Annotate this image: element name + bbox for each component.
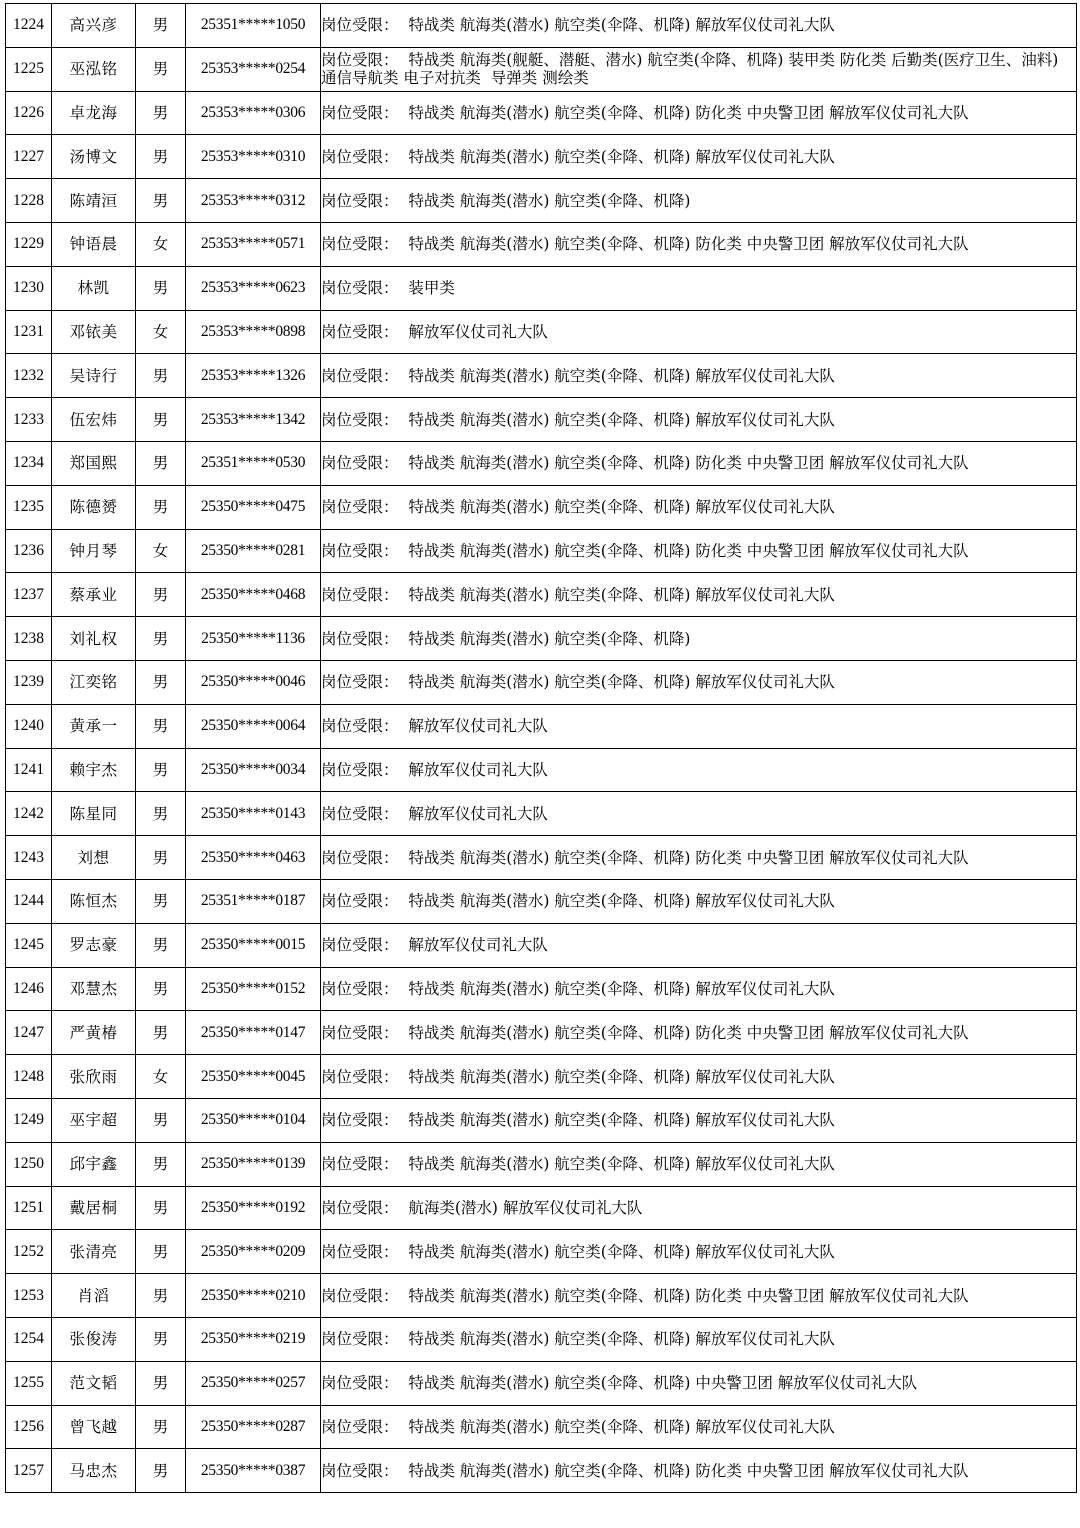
name-cell: 陈靖洹 [52, 179, 136, 223]
row-number-cell: 1224 [6, 4, 52, 48]
id-number-cell: 25351*****1050 [186, 4, 321, 48]
gender-cell: 女 [136, 1055, 186, 1099]
row-number-cell: 1227 [6, 135, 52, 179]
gender-cell: 男 [136, 617, 186, 661]
id-number-cell: 25350*****0045 [186, 1055, 321, 1099]
table-row [6, 1055, 1077, 1099]
gender-cell: 男 [136, 748, 186, 792]
gender-cell: 男 [136, 923, 186, 967]
name-cell: 肖滔 [52, 1274, 136, 1318]
table-row [6, 617, 1077, 661]
table-row [6, 135, 1077, 179]
id-number-cell: 25350*****0147 [186, 1011, 321, 1055]
id-number-cell: 25350*****0152 [186, 967, 321, 1011]
table-row [6, 1186, 1077, 1230]
restriction-cell: 岗位受限： 特战类 航海类(潜水) 航空类(伞降、机降) 防化类 中央警卫团 解放军仪仗司礼大队 [321, 91, 1077, 135]
id-number-cell: 25350*****0257 [186, 1361, 321, 1405]
table-row [6, 1405, 1077, 1449]
row-number-cell: 1247 [6, 1011, 52, 1055]
gender-cell: 男 [136, 47, 186, 91]
name-cell: 巫泓铭 [52, 47, 136, 91]
table-row [6, 573, 1077, 617]
row-number-cell: 1226 [6, 91, 52, 135]
row-number-cell: 1256 [6, 1405, 52, 1449]
row-number-cell: 1236 [6, 529, 52, 573]
name-cell: 邱宇鑫 [52, 1142, 136, 1186]
id-number-cell: 25353*****0623 [186, 266, 321, 310]
restriction-cell: 岗位受限： 特战类 航海类(潜水) 航空类(伞降、机降) 解放军仪仗司礼大队 [321, 1142, 1077, 1186]
id-number-cell: 25350*****0104 [186, 1098, 321, 1142]
row-number-cell: 1244 [6, 879, 52, 923]
id-number-cell: 25350*****0219 [186, 1317, 321, 1361]
gender-cell: 男 [136, 967, 186, 1011]
row-number-cell: 1242 [6, 792, 52, 836]
row-number-cell: 1234 [6, 441, 52, 485]
gender-cell: 男 [136, 1011, 186, 1055]
name-cell: 陈星同 [52, 792, 136, 836]
id-number-cell: 25353*****0306 [186, 91, 321, 135]
restriction-cell: 岗位受限： 解放军仪仗司礼大队 [321, 748, 1077, 792]
restriction-cell: 岗位受限： 特战类 航海类(潜水) 航空类(伞降、机降) 防化类 中央警卫团 解放军仪仗司礼大队 [321, 222, 1077, 266]
gender-cell: 男 [136, 1142, 186, 1186]
row-number-cell: 1229 [6, 222, 52, 266]
id-number-cell: 25350*****0192 [186, 1186, 321, 1230]
id-number-cell: 25353*****1342 [186, 398, 321, 442]
gender-cell: 男 [136, 135, 186, 179]
name-cell: 戴居桐 [52, 1186, 136, 1230]
row-number-cell: 1254 [6, 1317, 52, 1361]
gender-cell: 男 [136, 1098, 186, 1142]
id-number-cell: 25350*****0210 [186, 1274, 321, 1318]
id-number-cell: 25350*****0468 [186, 573, 321, 617]
name-cell: 刘想 [52, 836, 136, 880]
id-number-cell: 25350*****0139 [186, 1142, 321, 1186]
row-number-cell: 1239 [6, 660, 52, 704]
id-number-cell: 25351*****0530 [186, 441, 321, 485]
row-number-cell: 1225 [6, 47, 52, 91]
restriction-cell: 岗位受限： 航海类(潜水) 解放军仪仗司礼大队 [321, 1186, 1077, 1230]
name-cell: 钟语晨 [52, 222, 136, 266]
restriction-cell: 岗位受限： 特战类 航海类(潜水) 航空类(伞降、机降) 解放军仪仗司礼大队 [321, 354, 1077, 398]
restriction-cell: 岗位受限： 特战类 航海类(潜水) 航空类(伞降、机降) 防化类 中央警卫团 解放军仪仗司礼大队 [321, 836, 1077, 880]
row-number-cell: 1241 [6, 748, 52, 792]
name-cell: 高兴彦 [52, 4, 136, 48]
name-cell: 江奕铭 [52, 660, 136, 704]
id-number-cell: 25350*****0034 [186, 748, 321, 792]
name-cell: 吴诗行 [52, 354, 136, 398]
table-row [6, 1230, 1077, 1274]
restriction-cell: 岗位受限： 解放军仪仗司礼大队 [321, 792, 1077, 836]
restriction-cell: 岗位受限： 特战类 航海类(潜水) 航空类(伞降、机降) 解放军仪仗司礼大队 [321, 485, 1077, 529]
restriction-cell: 岗位受限： 解放军仪仗司礼大队 [321, 704, 1077, 748]
row-number-cell: 1248 [6, 1055, 52, 1099]
row-number-cell: 1228 [6, 179, 52, 223]
row-number-cell: 1245 [6, 923, 52, 967]
name-cell: 曾飞越 [52, 1405, 136, 1449]
restriction-table [5, 3, 1077, 1493]
table-row [6, 660, 1077, 704]
id-number-cell: 25353*****0310 [186, 135, 321, 179]
gender-cell: 女 [136, 310, 186, 354]
row-number-cell: 1237 [6, 573, 52, 617]
name-cell: 钟月琴 [52, 529, 136, 573]
id-number-cell: 25350*****0387 [186, 1449, 321, 1493]
name-cell: 张清亮 [52, 1230, 136, 1274]
restriction-cell: 岗位受限： 特战类 航海类(潜水) 航空类(伞降、机降) 中央警卫团 解放军仪仗司礼大队 [321, 1361, 1077, 1405]
row-number-cell: 1251 [6, 1186, 52, 1230]
id-number-cell: 25350*****0281 [186, 529, 321, 573]
row-number-cell: 1238 [6, 617, 52, 661]
gender-cell: 男 [136, 1274, 186, 1318]
gender-cell: 男 [136, 704, 186, 748]
id-number-cell: 25350*****0143 [186, 792, 321, 836]
id-number-cell: 25351*****0187 [186, 879, 321, 923]
restriction-cell: 岗位受限： 特战类 航海类(潜水) 航空类(伞降、机降) 解放军仪仗司礼大队 [321, 879, 1077, 923]
row-number-cell: 1252 [6, 1230, 52, 1274]
name-cell: 马忠杰 [52, 1449, 136, 1493]
table-row [6, 91, 1077, 135]
table-row [6, 4, 1077, 48]
restriction-cell: 岗位受限： 装甲类 [321, 266, 1077, 310]
restriction-cell: 岗位受限： 特战类 航海类(潜水) 航空类(伞降、机降) [321, 179, 1077, 223]
gender-cell: 男 [136, 1449, 186, 1493]
row-number-cell: 1257 [6, 1449, 52, 1493]
name-cell: 汤博文 [52, 135, 136, 179]
table-row [6, 967, 1077, 1011]
gender-cell: 男 [136, 573, 186, 617]
table-row [6, 1274, 1077, 1318]
table-row [6, 792, 1077, 836]
restriction-cell: 岗位受限： 特战类 航海类(潜水) 航空类(伞降、机降) 解放军仪仗司礼大队 [321, 1317, 1077, 1361]
name-cell: 郑国熙 [52, 441, 136, 485]
name-cell: 赖宇杰 [52, 748, 136, 792]
row-number-cell: 1232 [6, 354, 52, 398]
table-row [6, 398, 1077, 442]
table-row [6, 266, 1077, 310]
restriction-cell: 岗位受限： 特战类 航海类(潜水) 航空类(伞降、机降) 防化类 中央警卫团 解放军仪仗司礼大队 [321, 1274, 1077, 1318]
name-cell: 蔡承业 [52, 573, 136, 617]
name-cell: 刘礼权 [52, 617, 136, 661]
id-number-cell: 25353*****0312 [186, 179, 321, 223]
row-number-cell: 1255 [6, 1361, 52, 1405]
id-number-cell: 25353*****0254 [186, 47, 321, 91]
restriction-cell: 岗位受限： 特战类 航海类(潜水) 航空类(伞降、机降) 防化类 中央警卫团 解放军仪仗司礼大队 [321, 441, 1077, 485]
gender-cell: 男 [136, 1361, 186, 1405]
id-number-cell: 25350*****0475 [186, 485, 321, 529]
row-number-cell: 1249 [6, 1098, 52, 1142]
table-row [6, 222, 1077, 266]
gender-cell: 男 [136, 1230, 186, 1274]
restriction-cell: 岗位受限： 特战类 航海类(舰艇、潜艇、潜水) 航空类(伞降、机降) 装甲类 防化类 后勤类(医疗卫生、油料) 通信导航类 电子对抗类 导弹类 测绘类 [321, 47, 1077, 91]
restriction-cell: 岗位受限： 特战类 航海类(潜水) 航空类(伞降、机降) 解放军仪仗司礼大队 [321, 967, 1077, 1011]
gender-cell: 男 [136, 1186, 186, 1230]
name-cell: 巫宇超 [52, 1098, 136, 1142]
id-number-cell: 25350*****0015 [186, 923, 321, 967]
name-cell: 邓铱美 [52, 310, 136, 354]
table-body [6, 4, 1077, 1493]
gender-cell: 男 [136, 485, 186, 529]
table-row [6, 1361, 1077, 1405]
gender-cell: 男 [136, 792, 186, 836]
name-cell: 伍宏炜 [52, 398, 136, 442]
gender-cell: 男 [136, 1405, 186, 1449]
table-row [6, 485, 1077, 529]
table-row [6, 441, 1077, 485]
id-number-cell: 25350*****0287 [186, 1405, 321, 1449]
gender-cell: 男 [136, 836, 186, 880]
row-number-cell: 1240 [6, 704, 52, 748]
gender-cell: 男 [136, 266, 186, 310]
id-number-cell: 25350*****0046 [186, 660, 321, 704]
gender-cell: 女 [136, 222, 186, 266]
restriction-cell: 岗位受限： 特战类 航海类(潜水) 航空类(伞降、机降) 解放军仪仗司礼大队 [321, 660, 1077, 704]
table-row [6, 704, 1077, 748]
gender-cell: 男 [136, 398, 186, 442]
restriction-cell: 岗位受限： 特战类 航海类(潜水) 航空类(伞降、机降) 解放军仪仗司礼大队 [321, 573, 1077, 617]
gender-cell: 男 [136, 354, 186, 398]
restriction-cell: 岗位受限： 特战类 航海类(潜水) 航空类(伞降、机降) 防化类 中央警卫团 解放军仪仗司礼大队 [321, 529, 1077, 573]
row-number-cell: 1230 [6, 266, 52, 310]
name-cell: 范文韬 [52, 1361, 136, 1405]
name-cell: 邓慧杰 [52, 967, 136, 1011]
table-row [6, 47, 1077, 91]
table-row [6, 1449, 1077, 1493]
name-cell: 张俊涛 [52, 1317, 136, 1361]
row-number-cell: 1246 [6, 967, 52, 1011]
row-number-cell: 1253 [6, 1274, 52, 1318]
table-row [6, 1098, 1077, 1142]
table-row [6, 1317, 1077, 1361]
gender-cell: 男 [136, 179, 186, 223]
gender-cell: 男 [136, 441, 186, 485]
table-row [6, 1142, 1077, 1186]
table-row [6, 529, 1077, 573]
id-number-cell: 25350*****0209 [186, 1230, 321, 1274]
id-number-cell: 25353*****0571 [186, 222, 321, 266]
table-row [6, 179, 1077, 223]
table-row [6, 310, 1077, 354]
row-number-cell: 1250 [6, 1142, 52, 1186]
name-cell: 严黄椿 [52, 1011, 136, 1055]
id-number-cell: 25350*****1136 [186, 617, 321, 661]
id-number-cell: 25350*****0064 [186, 704, 321, 748]
restriction-cell: 岗位受限： 特战类 航海类(潜水) 航空类(伞降、机降) 防化类 中央警卫团 解放军仪仗司礼大队 [321, 1011, 1077, 1055]
restriction-cell: 岗位受限： 特战类 航海类(潜水) 航空类(伞降、机降) 解放军仪仗司礼大队 [321, 4, 1077, 48]
restriction-cell: 岗位受限： 特战类 航海类(潜水) 航空类(伞降、机降) 解放军仪仗司礼大队 [321, 1055, 1077, 1099]
name-cell: 陈德赟 [52, 485, 136, 529]
restriction-cell: 岗位受限： 特战类 航海类(潜水) 航空类(伞降、机降) [321, 617, 1077, 661]
name-cell: 张欣雨 [52, 1055, 136, 1099]
gender-cell: 男 [136, 4, 186, 48]
row-number-cell: 1235 [6, 485, 52, 529]
id-number-cell: 25353*****0898 [186, 310, 321, 354]
gender-cell: 男 [136, 91, 186, 135]
restriction-cell: 岗位受限： 解放军仪仗司礼大队 [321, 310, 1077, 354]
name-cell: 黄承一 [52, 704, 136, 748]
gender-cell: 男 [136, 879, 186, 923]
name-cell: 罗志豪 [52, 923, 136, 967]
id-number-cell: 25353*****1326 [186, 354, 321, 398]
gender-cell: 男 [136, 1317, 186, 1361]
table-row [6, 1011, 1077, 1055]
table-row [6, 836, 1077, 880]
row-number-cell: 1231 [6, 310, 52, 354]
gender-cell: 女 [136, 529, 186, 573]
table-row [6, 748, 1077, 792]
gender-cell: 男 [136, 660, 186, 704]
id-number-cell: 25350*****0463 [186, 836, 321, 880]
row-number-cell: 1233 [6, 398, 52, 442]
name-cell: 卓龙海 [52, 91, 136, 135]
table-row [6, 354, 1077, 398]
table-row [6, 923, 1077, 967]
restriction-cell: 岗位受限： 特战类 航海类(潜水) 航空类(伞降、机降) 解放军仪仗司礼大队 [321, 1230, 1077, 1274]
restriction-cell: 岗位受限： 特战类 航海类(潜水) 航空类(伞降、机降) 解放军仪仗司礼大队 [321, 1098, 1077, 1142]
name-cell: 林凯 [52, 266, 136, 310]
restriction-cell: 岗位受限： 解放军仪仗司礼大队 [321, 923, 1077, 967]
restriction-cell: 岗位受限： 特战类 航海类(潜水) 航空类(伞降、机降) 解放军仪仗司礼大队 [321, 1405, 1077, 1449]
restriction-cell: 岗位受限： 特战类 航海类(潜水) 航空类(伞降、机降) 解放军仪仗司礼大队 [321, 398, 1077, 442]
restriction-cell: 岗位受限： 特战类 航海类(潜水) 航空类(伞降、机降) 防化类 中央警卫团 解放军仪仗司礼大队 [321, 1449, 1077, 1493]
table-row [6, 879, 1077, 923]
name-cell: 陈恒杰 [52, 879, 136, 923]
restriction-cell: 岗位受限： 特战类 航海类(潜水) 航空类(伞降、机降) 解放军仪仗司礼大队 [321, 135, 1077, 179]
row-number-cell: 1243 [6, 836, 52, 880]
